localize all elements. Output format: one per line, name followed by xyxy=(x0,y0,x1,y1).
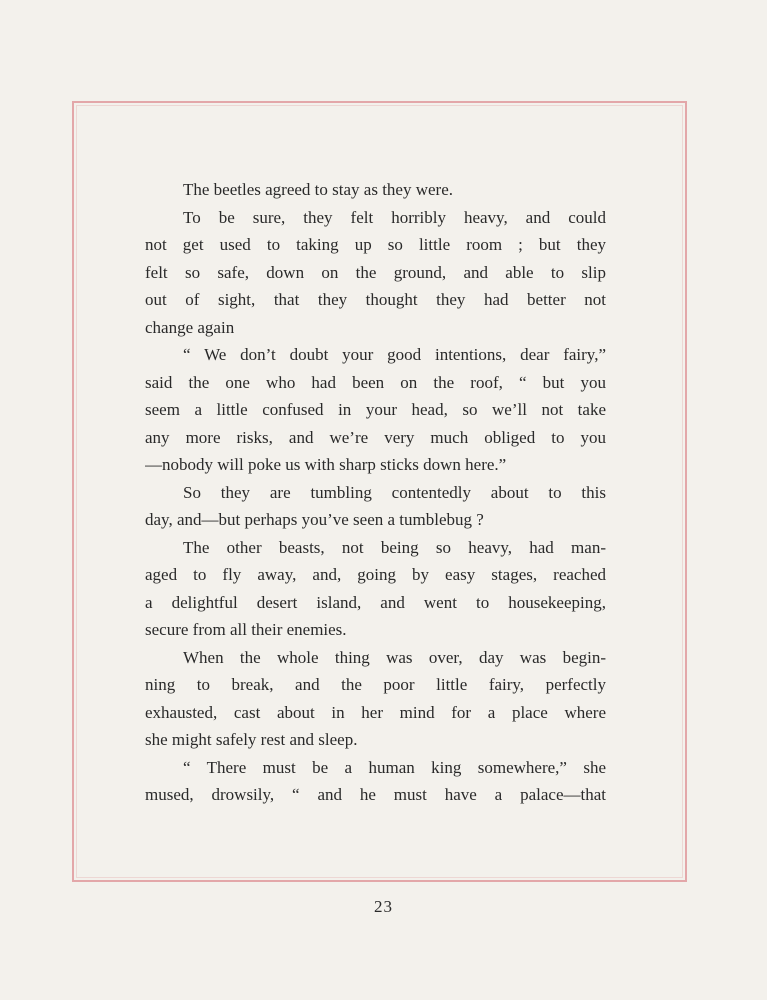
text-line: felt so safe, down on the ground, and able to slip xyxy=(145,262,606,282)
text-line: “ There must be a human king somewhere,” she xyxy=(183,757,606,777)
text-line: any more risks, and we’re very much obliged to you xyxy=(145,427,606,447)
text-line: not get used to taking up so little room ; but they xyxy=(145,235,606,254)
text-line: So they are tumbling contentedly about to this xyxy=(183,482,606,502)
text-line: To be sure, they felt horribly heavy, and could xyxy=(183,207,606,227)
text-line: ning to break, and the poor little fairy, perfectly xyxy=(145,675,606,694)
text-line: The beetles agreed to stay as they were. xyxy=(183,180,453,199)
text-line: secure from all their enemies. xyxy=(145,620,347,639)
page-number: 23 xyxy=(374,897,393,916)
text-line: aged to fly away, and, going by easy stages, reached xyxy=(145,565,606,584)
text-line: “ We don’t doubt your good intentions, dear fairy,” xyxy=(183,345,606,364)
text-line: —nobody will poke us with sharp sticks down here.” xyxy=(145,455,507,474)
text-line: out of sight, that they thought they had better not xyxy=(145,290,606,309)
text-line: mused, drowsily, “ and he must have a palace—that xyxy=(145,785,606,804)
text-line: said the one who had been on the roof, “ but you xyxy=(145,372,606,392)
text-line: she might safely rest and sleep. xyxy=(145,730,358,749)
body-text xyxy=(145,176,606,809)
text-line: When the whole thing was over, day was begin- xyxy=(183,647,606,667)
text-line: change again xyxy=(145,317,235,337)
text-line: The other beasts, not being so heavy, had man- xyxy=(183,537,606,557)
text-line: day, and—but perhaps you’ve seen a tumblebug ? xyxy=(145,510,484,529)
text-line: seem a little confused in your head, so we’ll not take xyxy=(145,400,606,419)
text-line: exhausted, cast about in her mind for a place where xyxy=(145,702,606,722)
text-line: a delightful desert island, and went to housekeeping, xyxy=(145,592,606,612)
